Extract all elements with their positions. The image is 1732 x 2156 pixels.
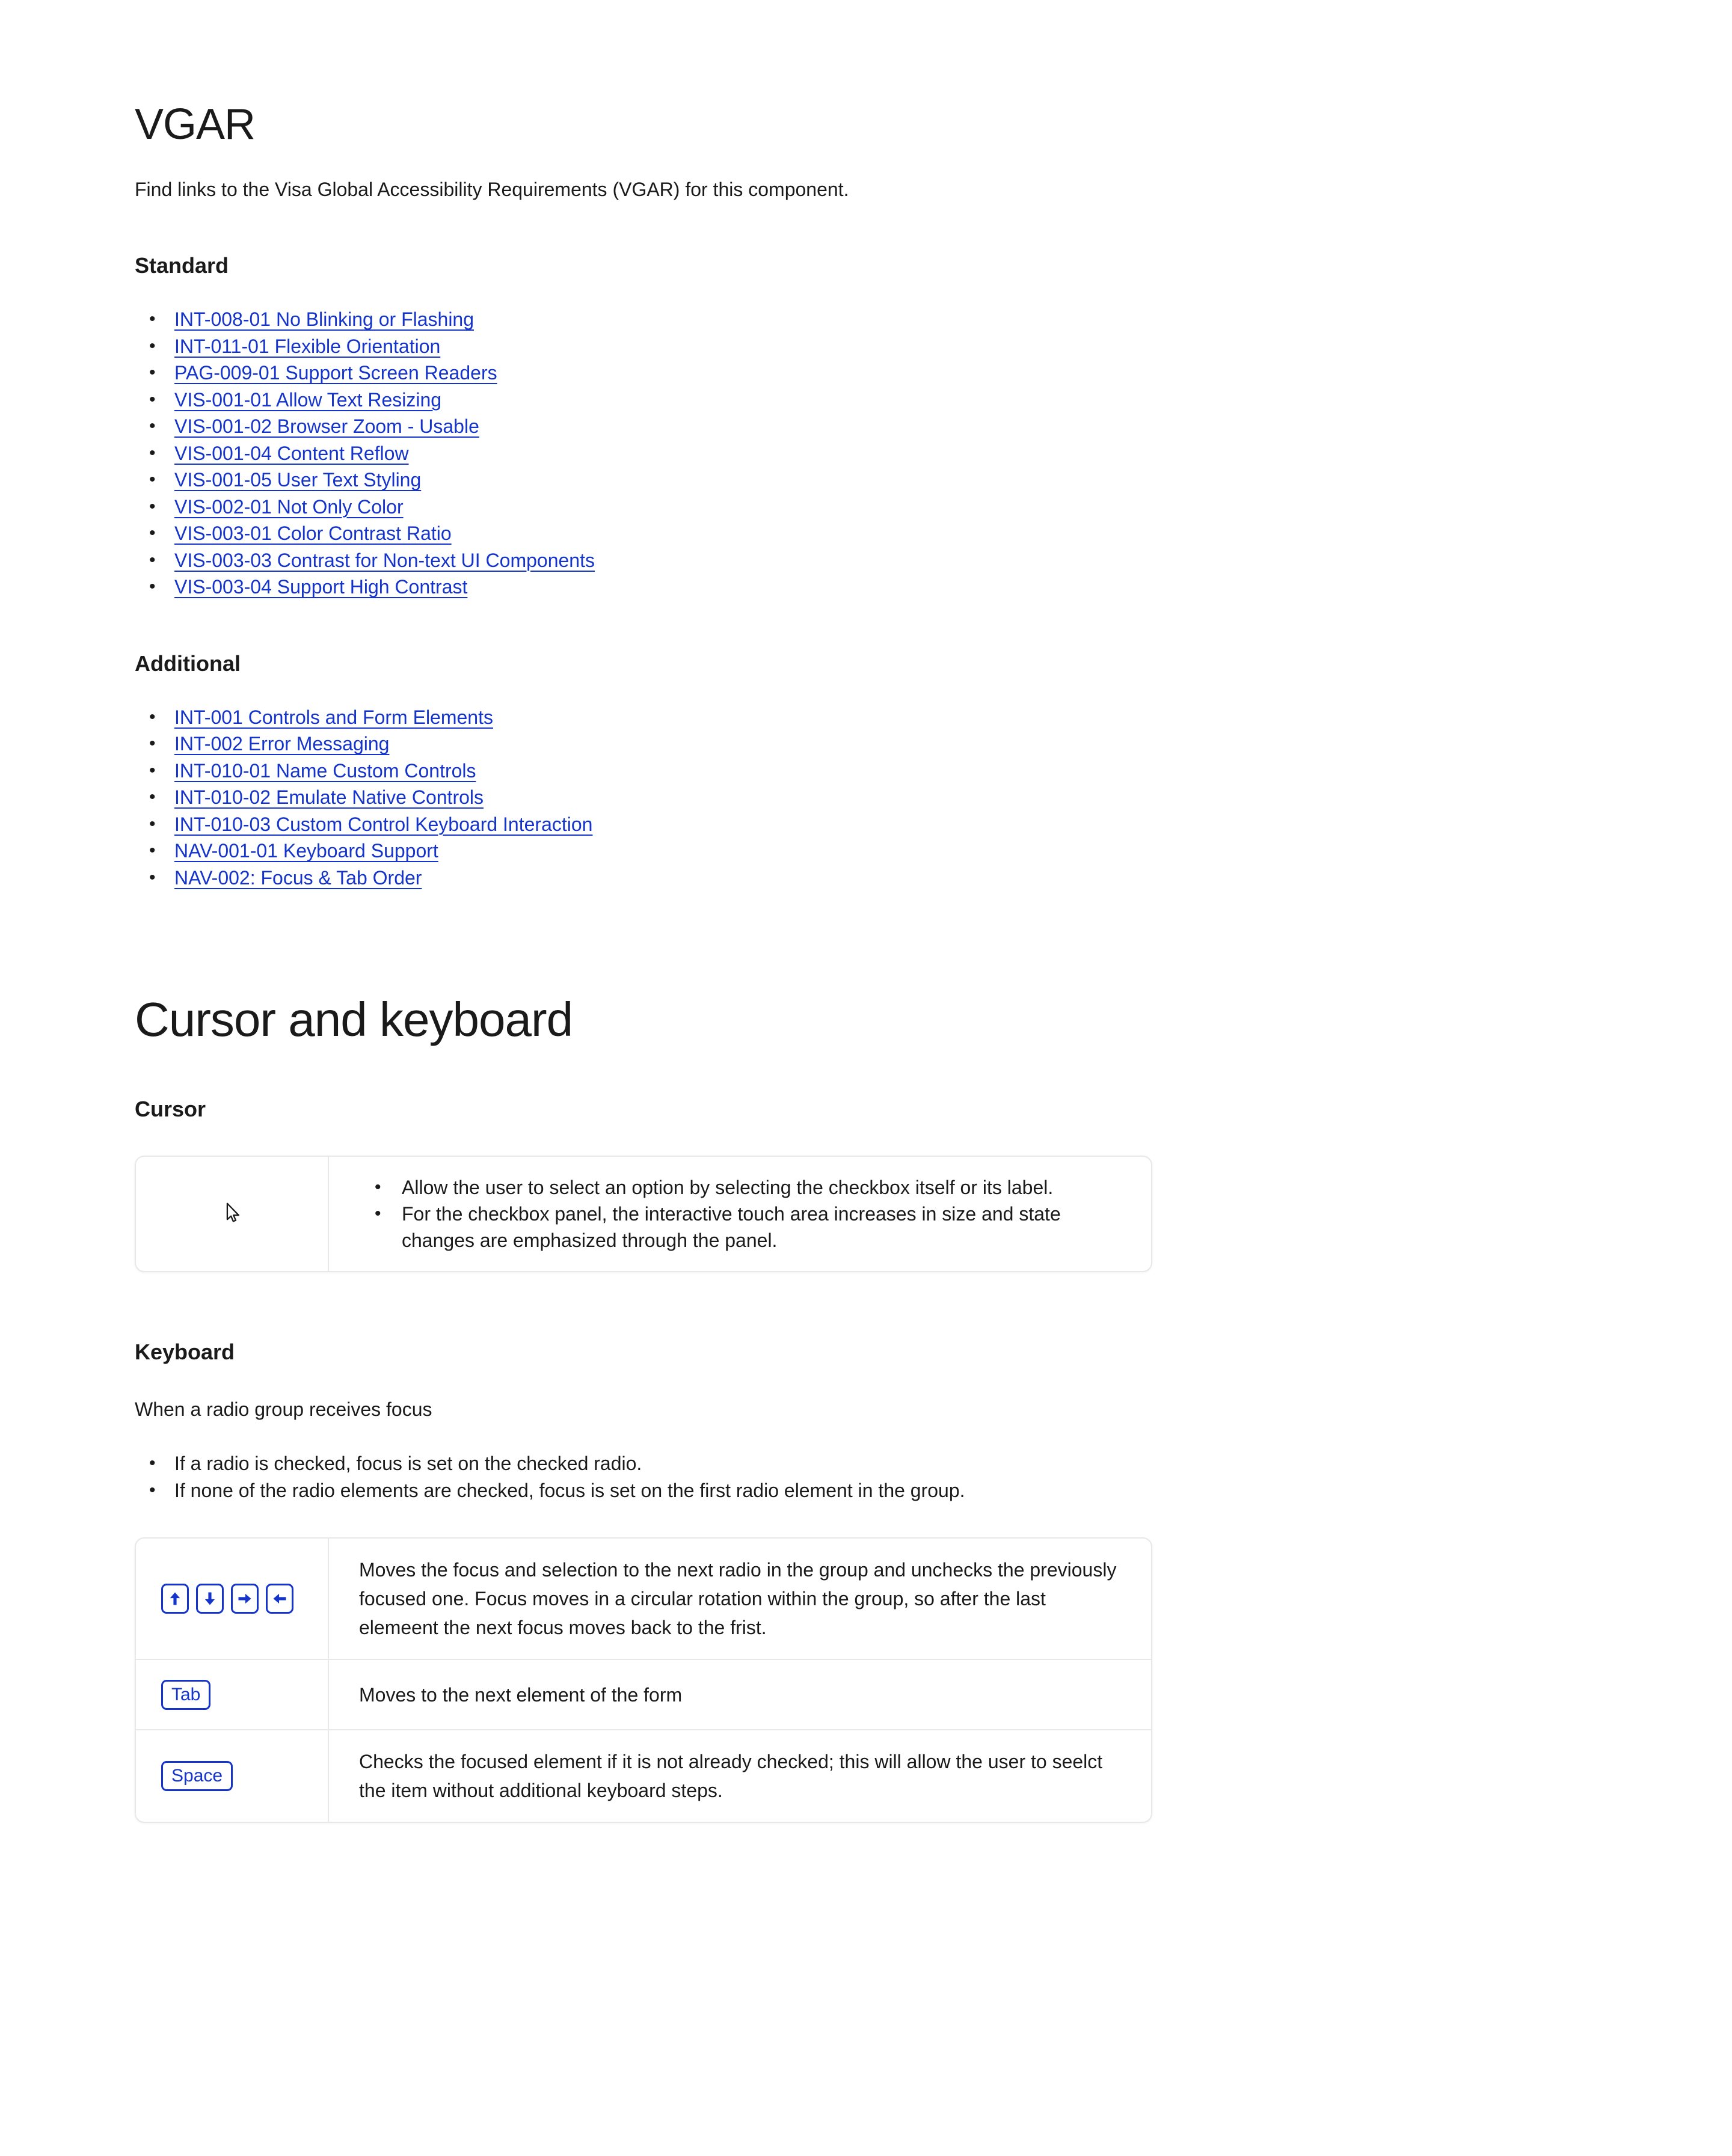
arrow-keys-cell xyxy=(136,1539,329,1659)
cursor-pointer-icon xyxy=(223,1202,241,1226)
list-item xyxy=(135,574,1152,601)
vgar-description: Find links to the Visa Global Accessibility Requirements (VGAR) for this component. xyxy=(135,179,849,201)
shortcut-description-cell xyxy=(329,1730,1151,1822)
vgar-link[interactable]: VIS-003-04 Support High Contrast xyxy=(174,576,468,598)
doc-page xyxy=(135,0,1152,1823)
tab-key: Tab xyxy=(161,1680,210,1710)
list-item xyxy=(135,730,1152,758)
arrow-right-icon xyxy=(236,1590,253,1607)
vgar-link[interactable]: INT-008-01 No Blinking or Flashing xyxy=(174,308,474,331)
list-item xyxy=(135,413,1152,440)
focus-rule: • If none of the radio elements are checked, focus is set on the first radio element in the group. xyxy=(135,1477,1152,1504)
vgar-link[interactable]: VIS-001-05 User Text Styling xyxy=(174,469,422,491)
list-item xyxy=(135,387,1152,414)
space-key: Space xyxy=(161,1761,233,1791)
focus-rules-list xyxy=(135,1450,1152,1504)
arrow-down-key xyxy=(196,1584,224,1614)
list-item xyxy=(135,520,1152,547)
vgar-link[interactable]: INT-010-02 Emulate Native Controls xyxy=(174,786,484,809)
cursor-keyboard-title: Cursor and keyboard xyxy=(135,993,573,1047)
list-item xyxy=(135,758,1152,785)
shortcut-description-cell xyxy=(329,1660,1151,1729)
list-item xyxy=(135,360,1152,387)
shortcut-description: Moves to the next element of the form xyxy=(359,1683,683,1706)
table-row xyxy=(136,1729,1151,1822)
standard-link-list xyxy=(135,306,1152,601)
vgar-link[interactable]: INT-010-03 Custom Control Keyboard Interaction xyxy=(174,813,593,835)
shortcut-description: Checks the focused element if it is not already checked; this will allow the user to seelct the item without additional keyboard steps. xyxy=(359,1751,1103,1802)
arrow-down-icon xyxy=(201,1590,218,1607)
vgar-link[interactable]: INT-001 Controls and Form Elements xyxy=(174,706,493,728)
cursor-table xyxy=(135,1156,1152,1272)
vgar-link[interactable]: VIS-003-03 Contrast for Non-text UI Components xyxy=(174,549,595,571)
cursor-icon-cell xyxy=(136,1157,329,1271)
additional-link-list xyxy=(135,704,1152,892)
list-item xyxy=(135,811,1152,838)
arrow-left-key xyxy=(266,1584,293,1614)
vgar-link[interactable]: VIS-003-01 Color Contrast Ratio xyxy=(174,522,452,545)
list-item xyxy=(135,306,1152,333)
vgar-link[interactable]: NAV-002: Focus & Tab Order xyxy=(174,866,422,889)
list-item xyxy=(135,838,1152,865)
vgar-link[interactable]: VIS-001-02 Browser Zoom - Usable xyxy=(174,415,479,438)
list-item xyxy=(135,333,1152,360)
vgar-link[interactable]: VIS-001-04 Content Reflow xyxy=(174,442,409,464)
list-item xyxy=(135,865,1152,892)
list-item xyxy=(135,784,1152,811)
vgar-link[interactable]: INT-011-01 Flexible Orientation xyxy=(174,335,441,357)
vgar-link[interactable]: VIS-001-01 Allow Text Resizing xyxy=(174,388,442,411)
vgar-link[interactable]: VIS-002-01 Not Only Color xyxy=(174,495,404,518)
additional-heading: Additional xyxy=(135,651,241,676)
list-item xyxy=(135,467,1152,494)
table-row xyxy=(136,1539,1151,1659)
cursor-heading: Cursor xyxy=(135,1097,206,1122)
arrow-left-icon xyxy=(271,1590,288,1607)
cursor-notes-list xyxy=(359,1174,1117,1254)
shortcut-description-cell xyxy=(329,1539,1151,1659)
keyboard-heading: Keyboard xyxy=(135,1340,235,1365)
vgar-link[interactable]: PAG-009-01 Support Screen Readers xyxy=(174,362,497,384)
list-item xyxy=(135,494,1152,521)
keyboard-table xyxy=(135,1537,1152,1823)
cursor-note: • Allow the user to select an option by selecting the checkbox itself or its label. xyxy=(359,1174,1117,1201)
keyboard-intro: When a radio group receives focus xyxy=(135,1398,432,1421)
table-row xyxy=(136,1157,1151,1271)
list-item xyxy=(135,704,1152,731)
list-item xyxy=(135,440,1152,467)
vgar-link[interactable]: NAV-001-01 Keyboard Support xyxy=(174,840,438,862)
arrow-up-key xyxy=(161,1584,189,1614)
space-key-cell xyxy=(136,1730,329,1822)
arrow-right-key xyxy=(231,1584,259,1614)
table-row xyxy=(136,1659,1151,1729)
list-item xyxy=(135,547,1152,574)
standard-heading: Standard xyxy=(135,253,229,278)
tab-key-cell xyxy=(136,1660,329,1729)
page-title: VGAR xyxy=(135,100,256,149)
arrow-up-icon xyxy=(167,1590,183,1607)
shortcut-description: Moves the focus and selection to the next radio in the group and unchecks the previously focused one. Focus moves in a circular rotation within the group, so after the last elemeent the next focus moves back to the frist. xyxy=(359,1559,1117,1639)
focus-rule: • If a radio is checked, focus is set on the checked radio. xyxy=(135,1450,1152,1477)
vgar-link[interactable]: INT-002 Error Messaging xyxy=(174,733,390,755)
cursor-notes-cell xyxy=(329,1157,1151,1271)
vgar-link[interactable]: INT-010-01 Name Custom Controls xyxy=(174,759,476,782)
cursor-note: • For the checkbox panel, the interactive touch area increases in size and state changes are emphasized through the panel. xyxy=(359,1201,1117,1254)
